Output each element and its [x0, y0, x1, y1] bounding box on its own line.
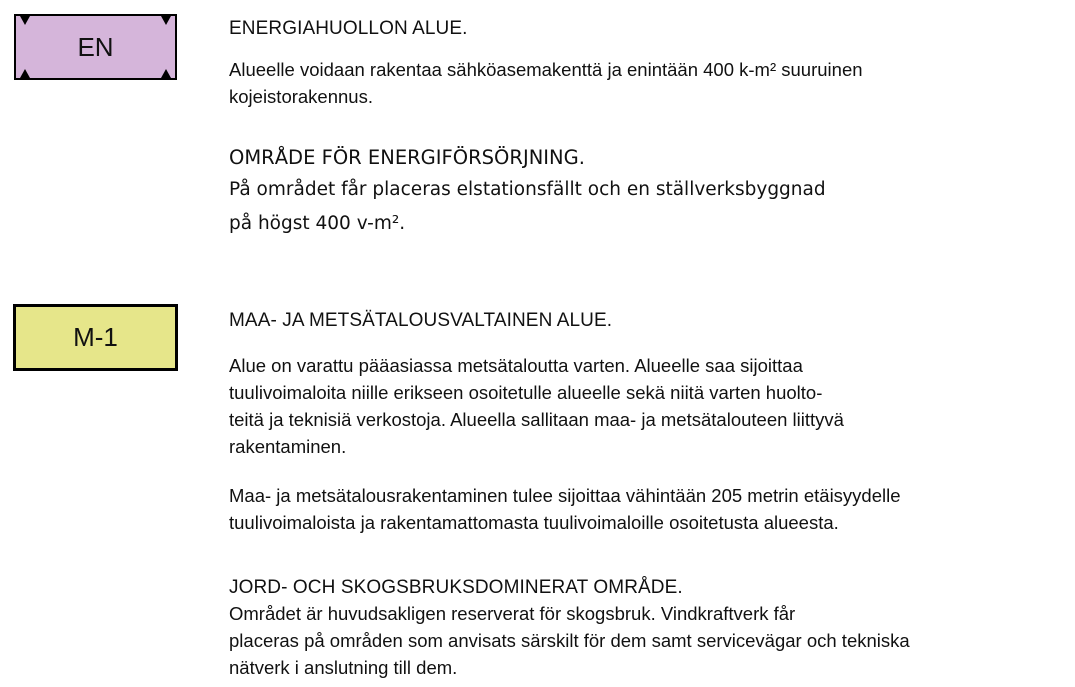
triangle-marker-icon	[161, 16, 171, 25]
text-line: Maa- ja metsätalousrakentaminen tulee sijoittaa vähintään 205 metrin etäisyydelle	[229, 485, 901, 506]
text-line: kojeistorakennus.	[229, 86, 373, 107]
m1-zone-symbol	[13, 304, 178, 371]
m1-fi-text-2	[229, 482, 901, 536]
text-line: nätverk i anslutning till dem.	[229, 657, 458, 678]
text-line: Området är huvudsakligen reserverat för skogsbruk. Vindkraftverk får	[229, 603, 796, 624]
text-line: teitä ja teknisiä verkostoja. Alueella sallitaan maa- ja metsätalouteen liittyvä	[229, 409, 844, 430]
text-line: tuulivoimaloista ja rakentamattomasta tuulivoimaloille osoitetusta alueesta.	[229, 512, 839, 533]
m1-fi-title: MAA- JA METSÄTALOUSVALTAINEN ALUE.	[229, 310, 613, 331]
m1-symbol-label: M-1	[73, 322, 118, 352]
text-line: på högst 400 v-m².	[229, 213, 406, 234]
en-symbol-label: EN	[77, 31, 114, 62]
triangle-marker-icon	[161, 69, 171, 78]
text-line: Alue on varattu pääasiassa metsätaloutta varten. Alueelle saa sijoittaa	[229, 355, 803, 376]
en-sv-title: OMRÅDE FÖR ENERGIFÖRSÖRJNING.	[229, 146, 585, 169]
en-fi-text	[229, 56, 863, 110]
text-line: Alueelle voidaan rakentaa sähköasemakenttä ja enintään 400 k-m² suuruinen	[229, 59, 863, 80]
text-line: På området får placeras elstationsfällt och en ställverksbyggnad	[229, 179, 826, 200]
m1-sv-text	[229, 600, 910, 681]
text-line: rakentaminen.	[229, 436, 347, 457]
en-fi-title: ENERGIAHUOLLON ALUE.	[229, 18, 468, 39]
en-sv-text	[229, 173, 826, 241]
m1-fi-text	[229, 352, 844, 460]
text-line: placeras på områden som anvisats särskilt för dem samt servicevägar och tekniska	[229, 630, 910, 651]
triangle-marker-icon	[20, 69, 30, 78]
m1-sv-title: JORD- OCH SKOGSBRUKSDOMINERAT OMRÅDE.	[229, 577, 683, 598]
triangle-marker-icon	[20, 16, 30, 25]
en-zone-symbol	[14, 14, 177, 80]
text-line: tuulivoimaloita niille erikseen osoitetulle alueelle sekä niitä varten huolto-	[229, 382, 823, 403]
